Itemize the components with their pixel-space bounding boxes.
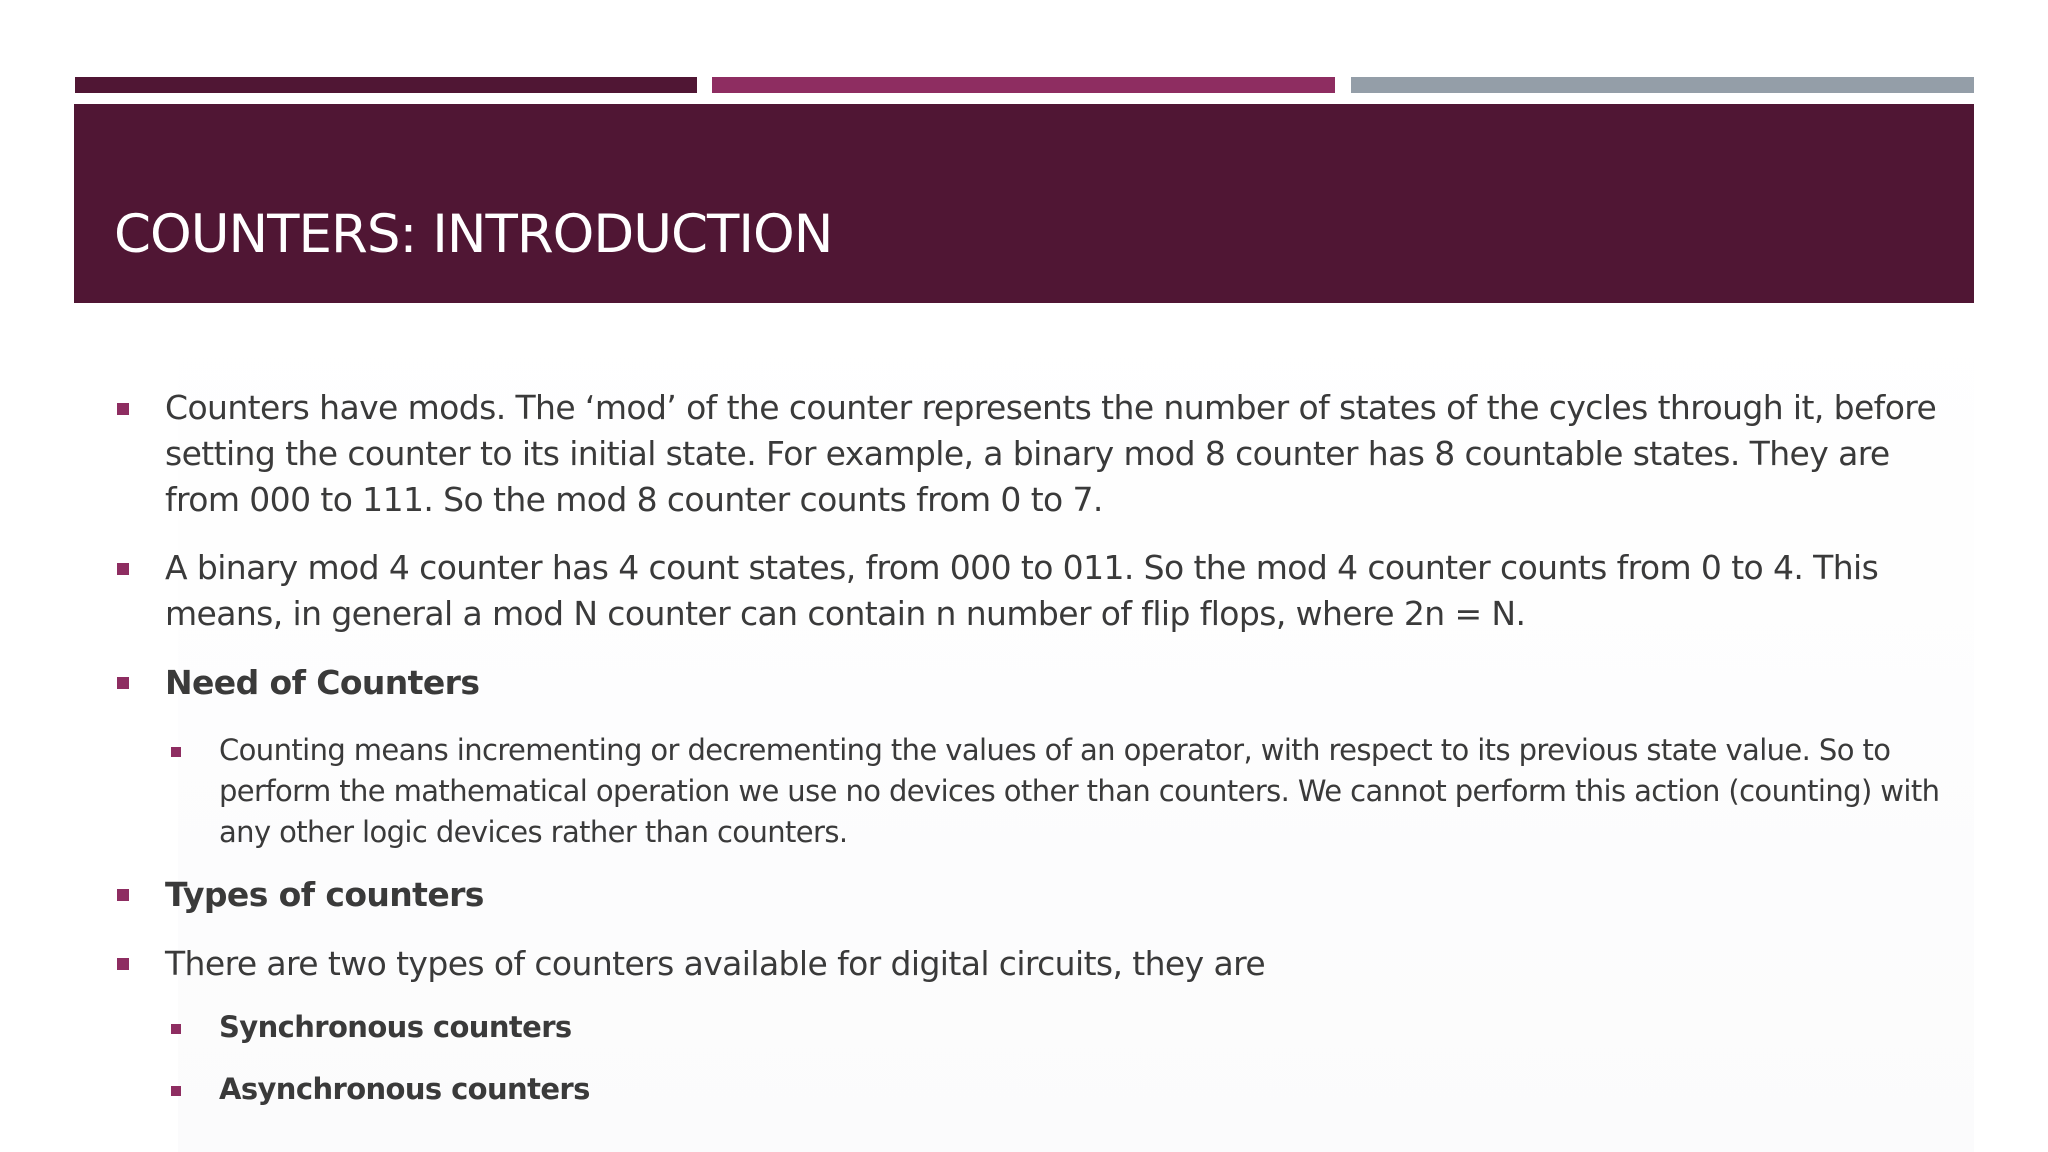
bullet-square-icon	[117, 677, 129, 689]
heading-types-of-counters: Types of counters	[165, 875, 484, 914]
slide-title: COUNTERS: INTRODUCTION	[114, 204, 833, 265]
sub-bullet-square-icon	[171, 747, 181, 757]
bullet-square-icon	[117, 889, 129, 901]
list-item-asynchronous: Asynchronous counters	[219, 1072, 590, 1106]
bullet-square-icon	[117, 958, 129, 970]
sub-bullet-square-icon	[171, 1024, 181, 1034]
sub-bullet-square-icon	[171, 1086, 181, 1096]
bullet-text-two-types: There are two types of counters available for digital circuits, they are	[165, 944, 1266, 983]
bullet-square-icon	[117, 563, 129, 575]
heading-need-of-counters: Need of Counters	[165, 663, 480, 702]
bullet-text-mod4: A binary mod 4 counter has 4 count states, from 000 to 011. So the mod 4 counter counts from 0 to 4. This means, in general a mod N counter can contain n number of flip flops, where 2n = N.	[165, 548, 1879, 633]
bullet-text-mods: Counters have mods. The ‘mod’ of the counter represents the number of states of the cycles through it, before setting the counter to its initial state. For example, a binary mod 8 counter has 8 countable states. They are from 000 to 111. So the mod 8 counter counts from 0 to 7.	[165, 388, 1937, 519]
bullet-square-icon	[117, 403, 129, 415]
list-item-synchronous: Synchronous counters	[219, 1010, 572, 1044]
bullet-text-counting: Counting means incrementing or decrementing the values of an operator, with respect to its previous state value. So to perform the mathematical operation we use no devices other than counters. We cannot perform this action (counting) with any other logic devices rather than counters.	[219, 733, 1940, 849]
